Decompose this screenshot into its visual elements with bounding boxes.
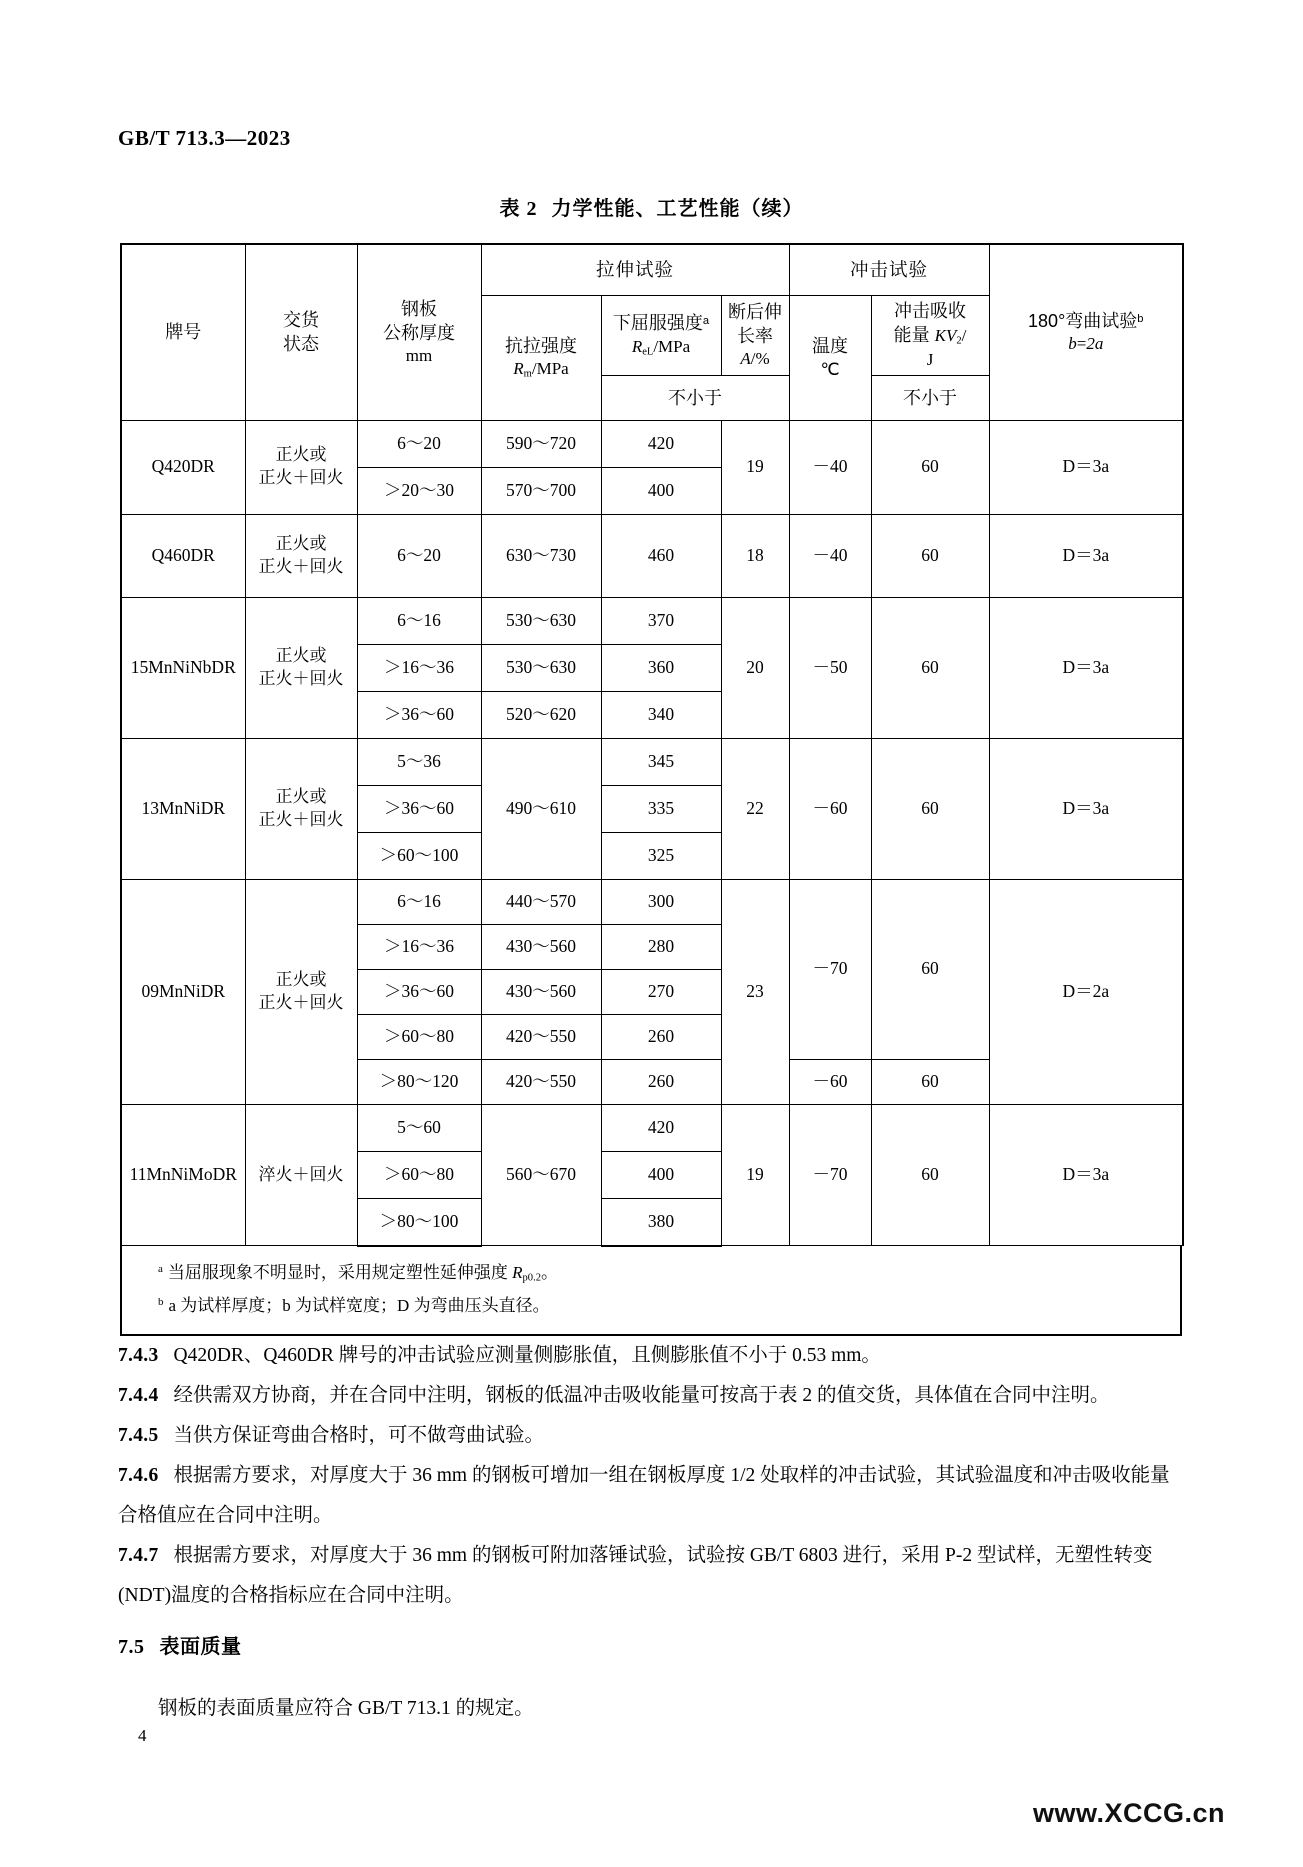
cell-yield-strength: 340 [601, 691, 721, 738]
cell-delivery-state: 正火或 正火＋回火 [245, 514, 357, 597]
cell-thickness: ＞60～80 [357, 1151, 481, 1198]
cell-thickness: ＞36～60 [357, 785, 481, 832]
cell-temperature: －40 [789, 514, 871, 597]
table-row [121, 738, 1183, 785]
document-running-header: GB/T 713.3—2023 [118, 126, 291, 150]
cell-tensile-strength: 490～610 [481, 738, 601, 879]
cell-tensile-strength: 560～670 [481, 1104, 601, 1246]
cell-tensile-strength: 530～630 [481, 644, 601, 691]
header-elongation: 断后伸 长率 A/% [721, 296, 789, 376]
mechanical-properties-table [120, 243, 1184, 1247]
cell-temperature: －60 [789, 1059, 871, 1104]
cell-grade: 13MnNiDR [121, 738, 245, 879]
table-caption [0, 192, 1303, 221]
cell-delivery-state: 淬火＋回火 [245, 1104, 357, 1246]
mechanical-properties-table-wrapper [120, 243, 1182, 1338]
cell-yield-strength: 300 [601, 879, 721, 924]
cell-thickness: ＞16～36 [357, 924, 481, 969]
cell-bend-test: D＝2a [989, 879, 1183, 1104]
header-grade: 牌号 [121, 244, 245, 420]
cell-temperature: －60 [789, 738, 871, 879]
cell-tensile-strength: 420～550 [481, 1059, 601, 1104]
cell-tensile-strength: 630～730 [481, 514, 601, 597]
clause-list [118, 1336, 1186, 1616]
cell-yield-strength: 325 [601, 832, 721, 879]
cell-thickness: 6～16 [357, 879, 481, 924]
cell-bend-test: D＝3a [989, 420, 1183, 514]
cell-impact-energy: 60 [871, 879, 989, 1059]
cell-tensile-strength: 520～620 [481, 691, 601, 738]
cell-yield-strength: 270 [601, 969, 721, 1014]
table-header-row-1 [121, 244, 1183, 296]
header-tensile-strength: 抗拉强度 $R_m$/MPa [481, 296, 601, 421]
cell-bend-test: D＝3a [989, 514, 1183, 597]
section-7-5-heading: 7.5 表面质量 [118, 1636, 242, 1658]
cell-tensile-strength: 570～700 [481, 467, 601, 514]
cell-yield-strength: 400 [601, 1151, 721, 1198]
header-not-less-than-impact: 不小于 [871, 375, 989, 420]
cell-temperature: －70 [789, 879, 871, 1059]
cell-elongation: 19 [721, 1104, 789, 1246]
cell-impact-energy: 60 [871, 1059, 989, 1104]
cell-thickness: 6～20 [357, 420, 481, 467]
cell-bend-test: D＝3a [989, 738, 1183, 879]
cell-bend-test: D＝3a [989, 1104, 1183, 1246]
cell-thickness: 6～16 [357, 597, 481, 644]
watermark: www.XCCG.cn [1032, 1798, 1225, 1828]
cell-yield-strength: 345 [601, 738, 721, 785]
header-temperature: 温度 ℃ [789, 296, 871, 421]
cell-yield-strength: 335 [601, 785, 721, 832]
table-row [121, 420, 1183, 467]
footnote-b: $^b$ a 为试样厚度；b 为试样宽度；D 为弯曲压头直径。 [158, 1295, 550, 1315]
cell-yield-strength: 380 [601, 1198, 721, 1246]
cell-thickness: ＞60～100 [357, 832, 481, 879]
clause-7-4-7: 7.4.7 根据需方要求，对厚度大于 36 mm 的钢板可附加落锤试验，试验按 GB/T 6803 进行，采用 P-2 型试样，无塑性转变(NDT)温度的合格指标应在合同中注明。 [118, 1545, 1153, 1606]
header-impact-energy: 冲击吸收 能量 $KV_2/$ J [871, 296, 989, 376]
cell-temperature: －40 [789, 420, 871, 514]
header-group-tensile-test: 拉伸试验 [481, 244, 789, 296]
table-row [121, 514, 1183, 597]
table-caption-title: 力学性能、工艺性能（续） [551, 198, 804, 220]
cell-impact-energy: 60 [871, 420, 989, 514]
cell-grade: 09MnNiDR [121, 879, 245, 1104]
cell-tensile-strength: 430～560 [481, 924, 601, 969]
cell-grade: Q460DR [121, 514, 245, 597]
cell-temperature: －70 [789, 1104, 871, 1246]
cell-yield-strength: 420 [601, 1104, 721, 1151]
header-lower-yield-strength: 下屈服强度$^a$ $R_{eL}$/MPa [601, 296, 721, 376]
cell-yield-strength: 260 [601, 1059, 721, 1104]
cell-delivery-state: 正火或 正火＋回火 [245, 420, 357, 514]
cell-tensile-strength: 430～560 [481, 969, 601, 1014]
cell-grade: 15MnNiNbDR [121, 597, 245, 738]
cell-elongation: 19 [721, 420, 789, 514]
cell-thickness: ＞60～80 [357, 1014, 481, 1059]
header-not-less-than-tensile: 不小于 [601, 375, 789, 420]
cell-thickness: ＞16～36 [357, 644, 481, 691]
cell-yield-strength: 280 [601, 924, 721, 969]
page-number: 4 [138, 1726, 147, 1745]
cell-yield-strength: 420 [601, 420, 721, 467]
clause-7-4-4: 7.4.4 经供需双方协商，并在合同中注明，钢板的低温冲击吸收能量可按高于表 2 的值交货，具体值在合同中注明。 [118, 1385, 1110, 1406]
header-bend-test: 180°弯曲试验$^b$ b=2a [989, 244, 1183, 420]
cell-elongation: 18 [721, 514, 789, 597]
cell-temperature: －50 [789, 597, 871, 738]
header-delivery-state: 交货 状态 [245, 244, 357, 420]
clause-7-4-6: 7.4.6 根据需方要求，对厚度大于 36 mm 的钢板可增加一组在钢板厚度 1/2 处取样的冲击试验，其试验温度和冲击吸收能量合格值应在合同中注明。 [118, 1465, 1170, 1526]
cell-yield-strength: 400 [601, 467, 721, 514]
cell-thickness: ＞36～60 [357, 969, 481, 1014]
cell-tensile-strength: 440～570 [481, 879, 601, 924]
cell-thickness: ＞80～120 [357, 1059, 481, 1104]
header-group-impact-test: 冲击试验 [789, 244, 989, 296]
table-row [121, 1104, 1183, 1151]
section-7-5-body: 钢板的表面质量应符合 GB/T 713.1 的规定。 [158, 1698, 534, 1719]
cell-tensile-strength: 590～720 [481, 420, 601, 467]
cell-bend-test: D＝3a [989, 597, 1183, 738]
cell-grade: Q420DR [121, 420, 245, 514]
cell-delivery-state: 正火或 正火＋回火 [245, 597, 357, 738]
cell-delivery-state: 正火或 正火＋回火 [245, 879, 357, 1104]
table-footnotes [120, 1245, 1182, 1336]
cell-impact-energy: 60 [871, 514, 989, 597]
cell-impact-energy: 60 [871, 597, 989, 738]
cell-delivery-state: 正火或 正火＋回火 [245, 738, 357, 879]
table-row [121, 879, 1183, 924]
cell-thickness: 6～20 [357, 514, 481, 597]
cell-impact-energy: 60 [871, 738, 989, 879]
cell-impact-energy: 60 [871, 1104, 989, 1246]
clause-7-4-5: 7.4.5 当供方保证弯曲合格时，可不做弯曲试验。 [118, 1425, 545, 1446]
cell-thickness: ＞36～60 [357, 691, 481, 738]
clause-7-4-3: 7.4.3 Q420DR、Q460DR 牌号的冲击试验应测量侧膨胀值，且侧膨胀值不小于 0.53 mm。 [118, 1345, 881, 1366]
table-caption-label: 表 2 [499, 198, 538, 220]
cell-thickness: ＞20～30 [357, 467, 481, 514]
cell-tensile-strength: 420～550 [481, 1014, 601, 1059]
cell-yield-strength: 360 [601, 644, 721, 691]
cell-elongation: 23 [721, 879, 789, 1104]
cell-yield-strength: 460 [601, 514, 721, 597]
header-thickness: 钢板 公称厚度 mm [357, 244, 481, 420]
cell-thickness: 5～36 [357, 738, 481, 785]
cell-thickness: 5～60 [357, 1104, 481, 1151]
cell-elongation: 22 [721, 738, 789, 879]
cell-yield-strength: 370 [601, 597, 721, 644]
cell-thickness: ＞80～100 [357, 1198, 481, 1246]
table-row [121, 597, 1183, 644]
cell-yield-strength: 260 [601, 1014, 721, 1059]
cell-tensile-strength: 530～630 [481, 597, 601, 644]
cell-elongation: 20 [721, 597, 789, 738]
section-7-5 [118, 1627, 1186, 1729]
cell-grade: 11MnNiMoDR [121, 1104, 245, 1246]
footnote-a: $^a$ 当屈服现象不明显时，采用规定塑性延伸强度 $R_{p0.2}$。 [158, 1262, 558, 1284]
